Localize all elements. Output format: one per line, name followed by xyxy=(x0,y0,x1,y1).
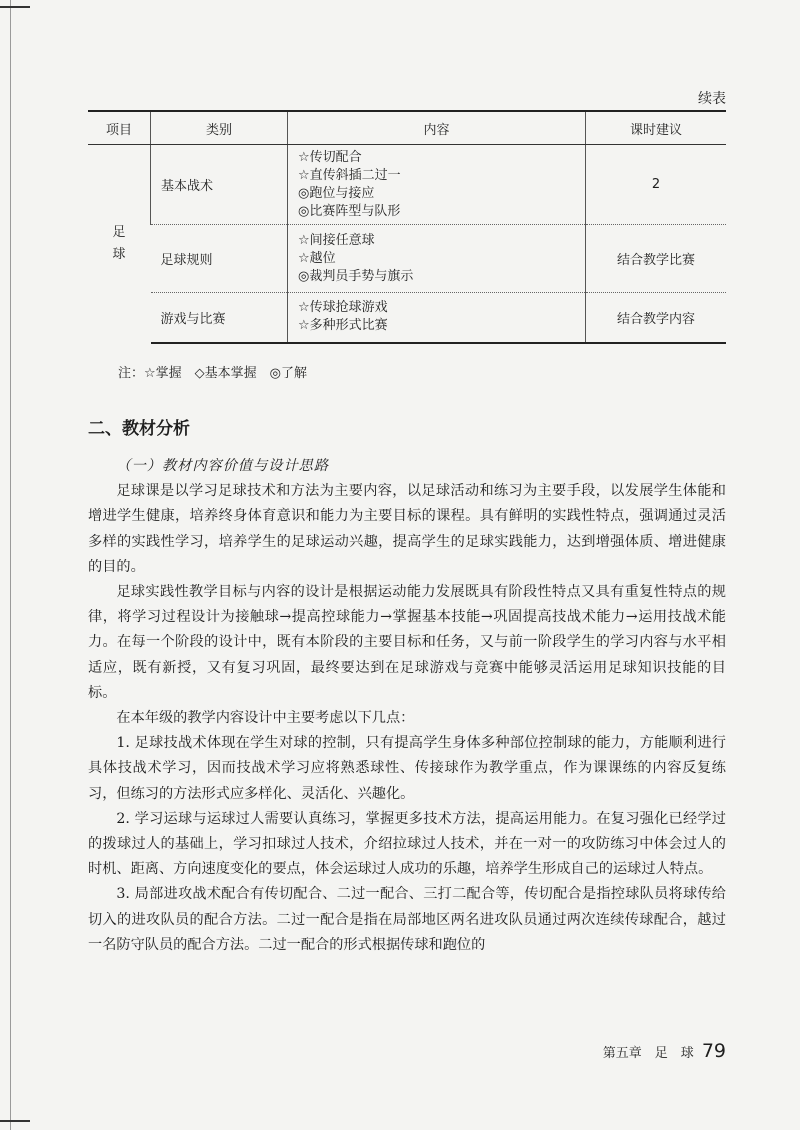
project-cell: 足 球 xyxy=(112,224,126,262)
page-number: 79 xyxy=(701,1040,726,1062)
section-title: 二、教材分析 xyxy=(88,419,190,439)
table-row xyxy=(88,225,726,293)
paragraph: 2. 学习运球与运球过人需要认真练习，掌握更多技术方法，提高运用能力。在复习强化已经学过的拨球过人的基础上，学习扣球过人技术，介绍拉球过人技术，并在一对一的攻防练习中体会过人的时机、距离、方向速度变化的要点，体会运球过人成功的乐趣，培养学生形成自己的运球过人特点。 xyxy=(88,810,726,878)
scan-edge-bottom xyxy=(0,1120,30,1122)
curriculum-table xyxy=(88,110,726,344)
category-cell: 足球规则 xyxy=(151,225,288,293)
table-header-row xyxy=(88,111,726,145)
table-row xyxy=(88,145,726,225)
hours-cell: 结合教学内容 xyxy=(586,293,727,343)
category-cell: 游戏与比赛 xyxy=(151,293,288,343)
category-cell: 基本战术 xyxy=(151,145,288,225)
paragraph: 3. 局部进攻战术配合有传切配合、二过一配合、三打二配合等，传切配合是指控球队员将球传给切入的进攻队员的配合方法。二过一配合是指在局部地区两名进攻队员通过两次连续传球配合，越过一名防守队员的配合方法。二过一配合的形式根据传球和跑位的 xyxy=(88,886,726,953)
chapter-label: 第五章 足 球 xyxy=(602,1046,694,1061)
page-footer xyxy=(603,1040,726,1062)
paragraph: 足球实践性教学目标与内容的设计是根据运动能力发展既具有阶段性特点又具有重复性特点的规律，将学习过程设计为接触球→提高控球能力→掌握基本技能→巩固提高技战术能力→运用技战术能力。在每一个阶段的设计中，既有本阶段的主要目标和任务，又与前一阶段学生的学习内容与水平相适应，既有新授，又有复习巩固，最终要达到在足球游戏与竞赛中能够灵活运用足球知识技能的目标。 xyxy=(88,584,726,701)
scan-edge-left xyxy=(10,0,11,1130)
continued-label: 续表 xyxy=(698,91,726,107)
header-project: 项目 xyxy=(88,111,151,145)
subheading: （一）教材内容价值与设计思路 xyxy=(116,458,330,474)
header-category: 类别 xyxy=(151,111,288,145)
content-cell: ☆间接任意球 ☆越位 ◎裁判员手势与旗示 xyxy=(288,225,586,293)
paragraph: 在本年级的教学内容设计中主要考虑以下几点： xyxy=(116,710,415,727)
content-cell: ☆传切配合 ☆直传斜插二过一 ◎跑位与接应 ◎比赛阵型与队形 xyxy=(288,145,586,225)
scan-edge-top xyxy=(0,6,30,8)
hours-cell: 结合教学比赛 xyxy=(586,225,727,293)
header-content: 内容 xyxy=(288,111,586,145)
hours-cell: 2 xyxy=(586,145,727,225)
table-note: 注：☆掌握 ◇基本掌握 ◎了解 xyxy=(118,366,307,381)
paragraph: 足球课是以学习足球技术和方法为主要内容，以足球活动和练习为主要手段，以发展学生体能和增进学生健康，培养终身体育意识和能力为主要目标的课程。具有鲜明的实践性特点，强调通过灵活多样的实践性学习，培养学生的足球运动兴趣，提高学生的足球实践能力，达到增强体质、增进健康的目的。 xyxy=(88,483,726,575)
header-hours: 课时建议 xyxy=(586,111,727,145)
paragraph: 1. 足球技战术体现在学生对球的控制，只有提高学生身体多种部位控制球的能力，方能顺利进行具体技战术学习，因而技战术学习应将熟悉球性、传接球作为教学重点，作为课课练的内容反复练习，但练习的方法形式应多样化、灵活化、兴趣化。 xyxy=(88,735,726,802)
table-row xyxy=(88,293,726,343)
content-cell: ☆传球抢球游戏 ☆多种形式比赛 xyxy=(288,293,586,343)
body-text xyxy=(88,454,726,958)
